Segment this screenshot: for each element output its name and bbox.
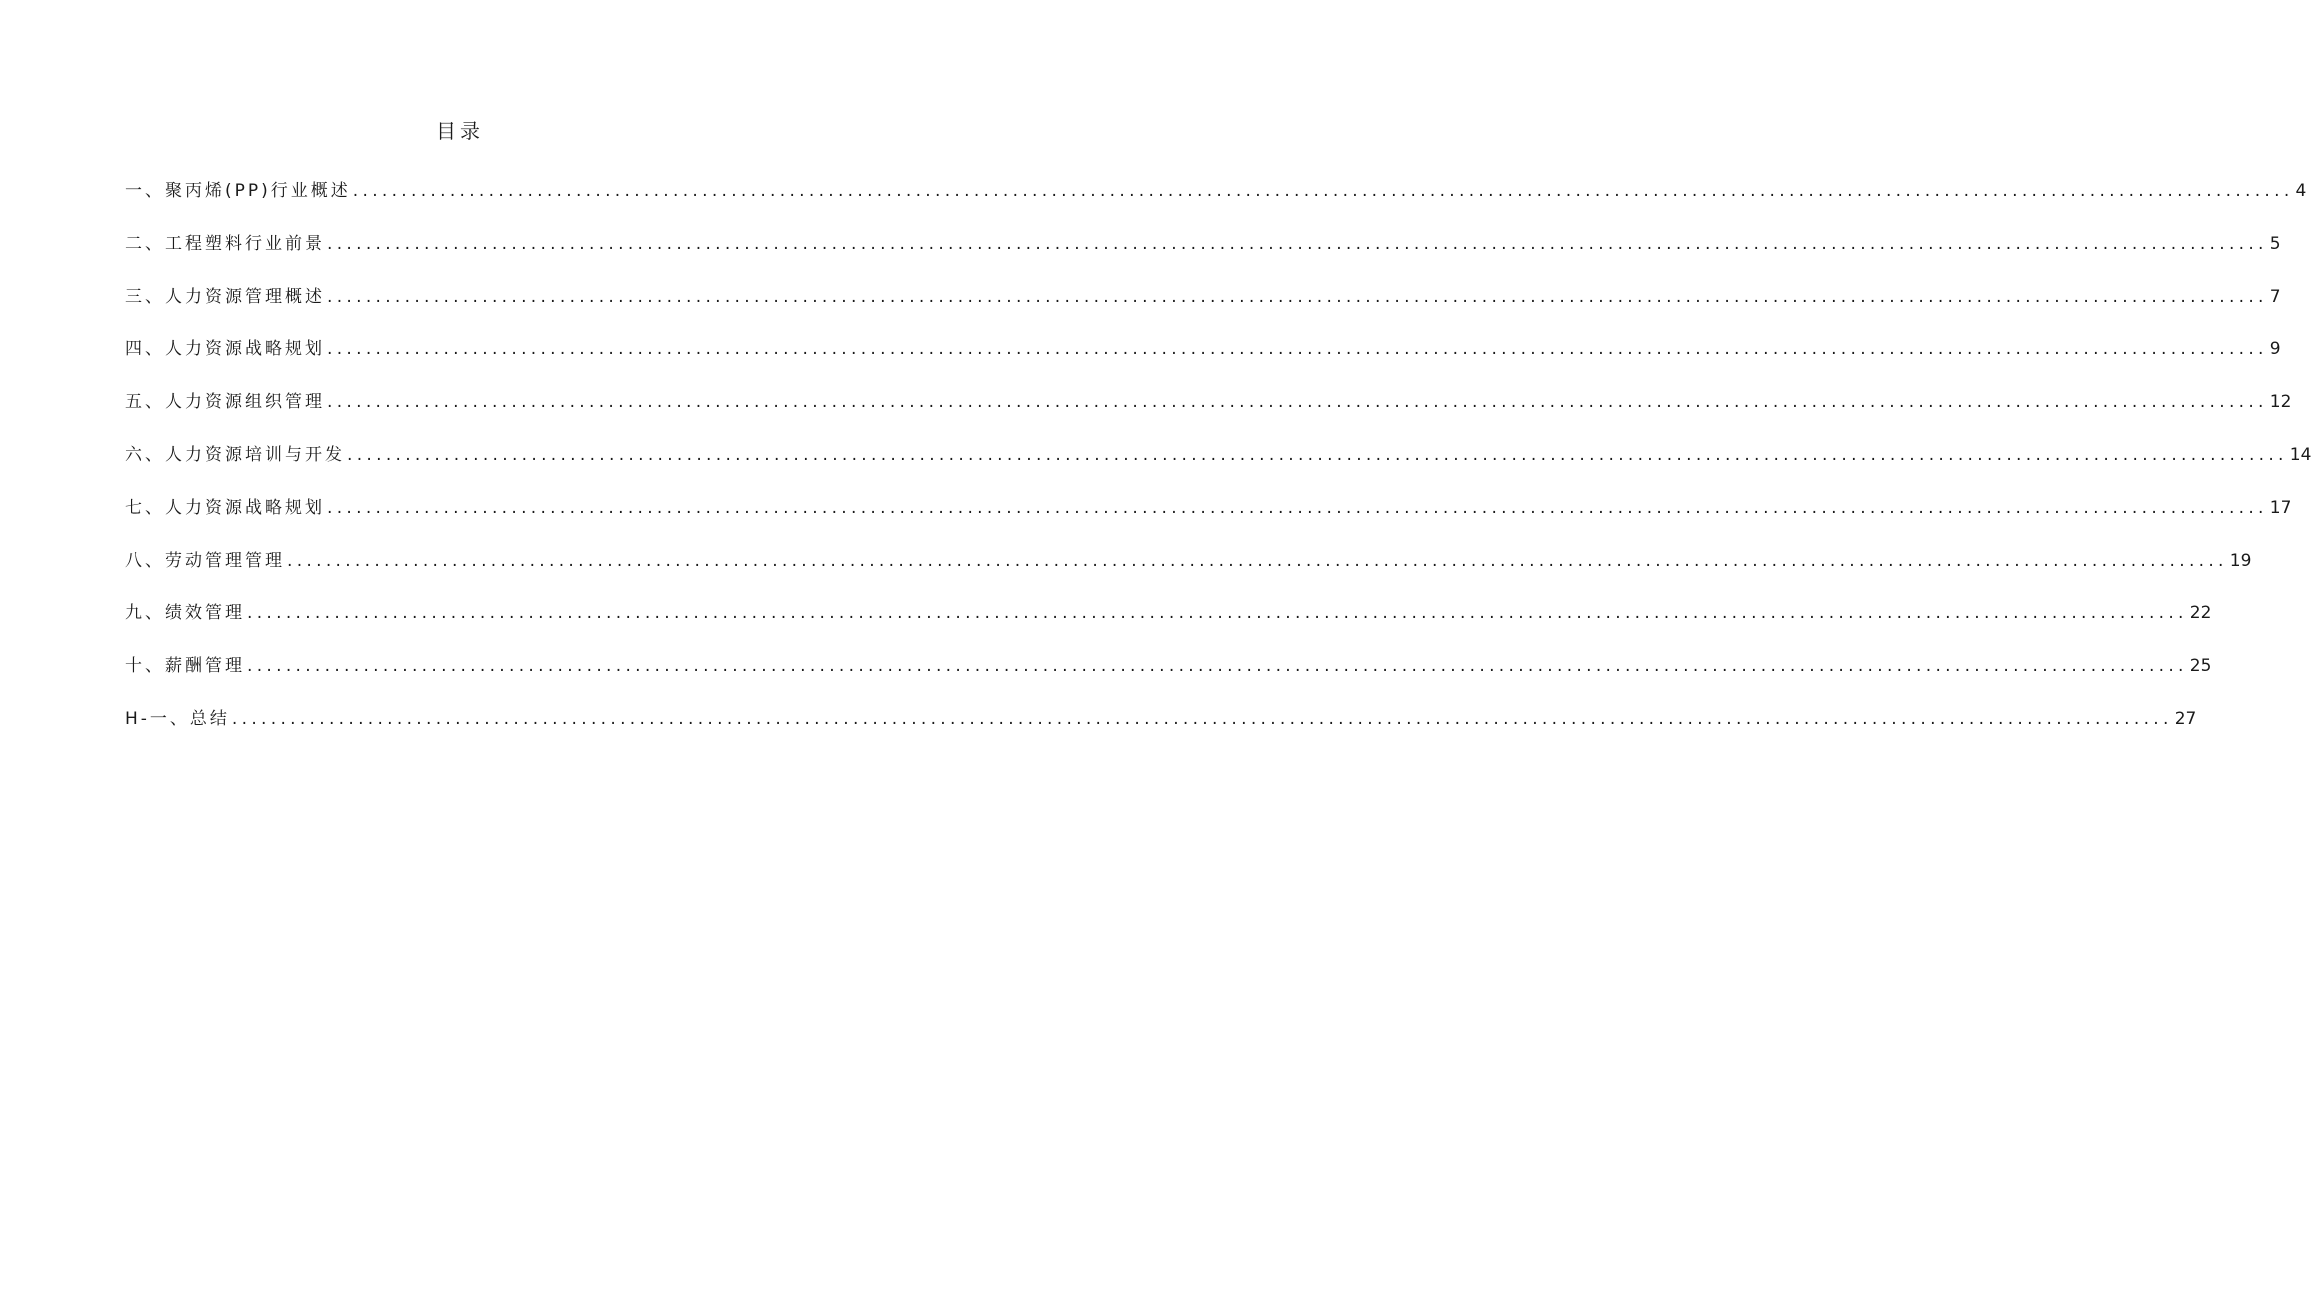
toc-entry-page-number: 25 — [2189, 656, 2212, 677]
toc-entry-label: 六、人力资源培训与开发 — [125, 444, 345, 465]
toc-entry-label: 三、人力资源管理概述 — [125, 286, 325, 307]
dot-leader: ........................................................................................................................................................................................................ — [327, 339, 2268, 360]
toc-entry-label: 一、聚丙烯(PP)行业概述 — [125, 181, 351, 201]
toc-entry-page-number: 27 — [2174, 708, 2197, 729]
dot-leader: ........................................................................................................................................................................................................ — [327, 233, 2268, 254]
toc-entry[interactable] — [125, 546, 2252, 599]
toc-entry-page-number: 17 — [2269, 497, 2292, 518]
toc-entry[interactable] — [125, 176, 2307, 229]
toc-entry[interactable] — [125, 229, 2281, 282]
toc-entry[interactable] — [125, 334, 2281, 387]
toc-entry[interactable] — [125, 282, 2281, 335]
toc-entry-label: 八、劳动管理管理 — [125, 550, 285, 571]
page-title: 目录 — [436, 119, 484, 143]
toc-entry-label: 十、薪酬管理 — [125, 656, 245, 677]
dot-leader: ........................................................................................................................................................................................................ — [327, 497, 2268, 518]
toc-entry[interactable] — [125, 704, 2197, 757]
toc-entry[interactable] — [125, 651, 2212, 704]
toc-entry[interactable] — [125, 387, 2292, 440]
toc-entry-label: 五、人力资源组织管理 — [125, 392, 325, 413]
dot-leader: ........................................................................................................................................................................................................ — [247, 603, 2188, 624]
toc-entry-page-number: 19 — [2229, 550, 2252, 571]
table-of-contents — [125, 176, 2311, 757]
toc-entry[interactable] — [125, 440, 2311, 493]
toc-entry-label: 七、人力资源战略规划 — [125, 497, 325, 518]
toc-entry-page-number: 4 — [2295, 181, 2307, 201]
toc-entry-page-number: 7 — [2269, 286, 2281, 307]
toc-entry-label: 四、人力资源战略规划 — [125, 339, 325, 360]
toc-entry-label: H-一、总结 — [125, 708, 230, 729]
toc-entry-page-number: 5 — [2269, 233, 2281, 254]
dot-leader: ........................................................................................................................................................................................................ — [247, 656, 2188, 677]
toc-entry-page-number: 12 — [2269, 392, 2292, 413]
dot-leader: ........................................................................................................................................................................................................ — [231, 708, 2173, 729]
toc-entry-label: 九、绩效管理 — [125, 603, 245, 624]
dot-leader: ........................................................................................................................................................................................................ — [327, 392, 2268, 413]
toc-entry[interactable] — [125, 493, 2292, 546]
toc-entry-page-number: 9 — [2269, 339, 2281, 360]
toc-entry-page-number: 22 — [2189, 603, 2212, 624]
toc-entry[interactable] — [125, 598, 2212, 651]
toc-entry-label: 二、工程塑料行业前景 — [125, 233, 325, 254]
toc-entry-page-number: 14 — [2289, 444, 2311, 465]
dot-leader: ........................................................................................................................................................................................................ — [287, 550, 2228, 571]
dot-leader: ........................................................................................................................................................................................................ — [347, 444, 2288, 465]
dot-leader: ........................................................................................................................................................................................................ — [327, 286, 2268, 307]
dot-leader: ........................................................................................................................................................................................................ — [352, 181, 2294, 201]
